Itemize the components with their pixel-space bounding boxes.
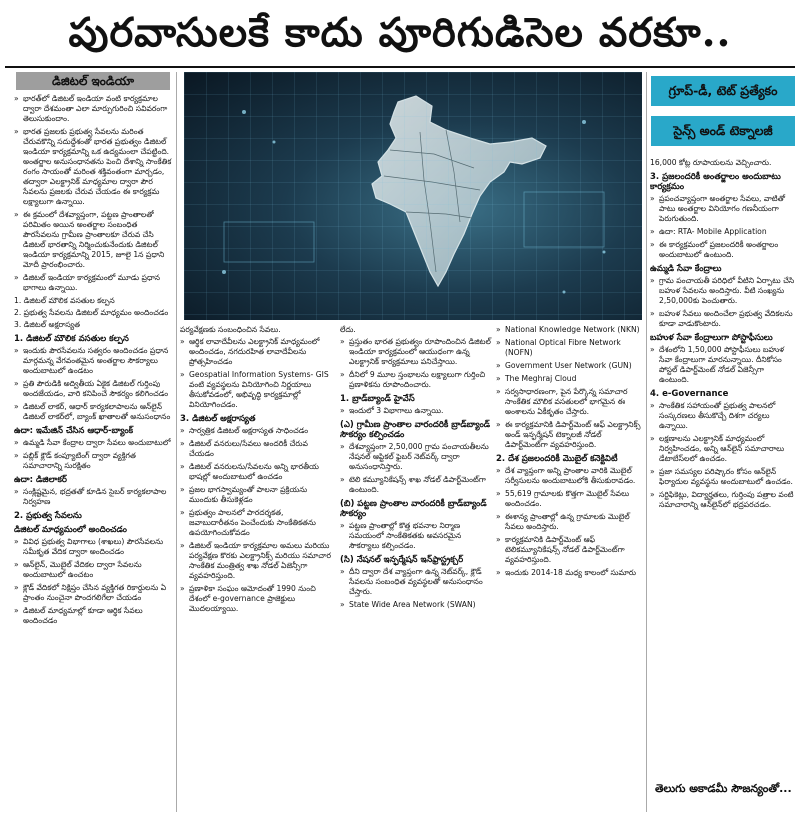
- subheading: ఉమ్మడి సేవా కేంద్రాలు: [650, 264, 722, 274]
- subheading: ఉదా: డిజిలాకర్: [14, 475, 67, 485]
- paragraph: » సార్వత్రిక డిజిటల్ అక్షరాస్యత సాధించడం: [180, 426, 335, 436]
- paragraph: » భారత ప్రజలకు ప్రభుత్వ సేవలను మరింత చేరువకొన్ని సదుద్దేశంతో భారత ప్రభుత్వం డిజిటల్ ఇండియా కార్యక్రమాన్ని ఒక ఉద్యమంలా చేపట్టింది. అంతర్జాల అనుసంధానతను పెంచి దేశాన్ని సాంకేతిక రంగం సాయంతో మరింత శక్తివంతంగా మార్చడం, తద్వారా ఎలక్ట్రానిక్ మాధ్యమాల ద్వారా పౌర సేవలను ప్రజలకు చేరువ చేయడం ఈ కార్యక్రమ లక్ష్యాలుగా ఉన్నాయి.: [14, 127, 172, 207]
- paragraph: » ప్రపంచవ్యాప్తంగా అంతర్జాల సేవలు, వాటితో పాటు అంతర్జాల వినియోగం గణనీయంగా పెరుగుతుంది.: [650, 194, 795, 224]
- paragraph: » National Optical Fibre Network (NOFN): [496, 338, 644, 358]
- subheading: 3. డిజిటల్ అక్షరాస్యత: [180, 414, 256, 424]
- paragraph: » ఆర్థిక లావాదేవీలను ఎలక్ట్రానిక్ మాధ్యమంలో అందించడం, నగదురహిత లావాదేవీలను ప్రోత్సహించడం: [180, 337, 335, 367]
- paragraph: » The Meghraj Cloud: [496, 374, 644, 384]
- paragraph: » ఉమ్మడి సేవా కేంద్రాల ద్వారా సేవలు అందుబాటులో: [14, 438, 172, 448]
- paragraph: » State Wide Area Network (SWAN): [340, 600, 492, 610]
- column-divider: [176, 72, 177, 812]
- paragraph: » ఉదా: RTA- Mobile Application: [650, 227, 795, 237]
- subheading: 3. ప్రజలందరికీ అంతర్జాలం అందుబాటు కార్యక్రమం: [650, 172, 781, 192]
- paragraph: » ఈ కార్యక్రమానికి డిపార్ట్‌మెంట్ ఆఫ్ ఎలక్ట్రానిక్స్ అండ్ ఇన్ఫర్మేషన్ టెక్నాలజీ నోడల్ డిపార్ట్‌మెంట్‌గా వ్యవహరిస్తుంది.: [496, 420, 644, 450]
- subheading: బహుళ సేవా కేంద్రాలుగా పోస్టాఫీసులు: [650, 333, 773, 343]
- column-3: [340, 325, 492, 812]
- paragraph: » ఆన్‌లైన్, మొబైల్ వేదికల ద్వారా సేవలను అందుబాటులో ఉంచటం: [14, 560, 172, 580]
- paragraph: » సాంకేతిక సహాయంతో ప్రభుత్వ పాలనలో సంస్కరణలు తీసుకొచ్చే దిశగా చర్యలు ఉన్నాయి.: [650, 401, 795, 431]
- paragraph: » వివిధ ప్రభుత్వ విభాగాలు (శాఖలు) పౌరసేవలను సమీకృత వేదిక ద్వారా అందించడం: [14, 537, 172, 557]
- column-1-body: [14, 94, 172, 626]
- paragraph: » ఇందులో 3 విభాగాలు ఉన్నాయి.: [340, 406, 492, 416]
- column-4: [496, 325, 644, 812]
- image-grid-overlay: [184, 72, 642, 320]
- paragraph: 1. డిజిటల్ మౌలిక వసతుల కల్పన: [14, 296, 115, 305]
- subheading: (బి) పట్టణ ప్రాంతాల వారందరికీ బ్రాడ్‌బ్యాండ్ సౌకర్యం: [340, 499, 487, 519]
- india-map-image: [184, 72, 642, 320]
- paragraph: » దేశ వ్యాప్తంగా అన్ని ప్రాంతాల వారికి మొబైల్ సర్వీసులను అందుబాటులోకి తీసుకురావడం.: [496, 466, 644, 486]
- paragraph: » దీని ద్వారా దేశ వ్యాప్తంగా ఉన్న నెట్‌వర్క్, క్లౌడ్ సేవలను సంబంధిత వ్యవస్థలతో అనుసంధానం చేస్తారు.: [340, 567, 492, 597]
- paragraph: » ఈ కార్యక్రమంలో ప్రజలందరికీ అంతర్జాలం అందుబాటులో ఉంటుంది.: [650, 240, 795, 260]
- subheading: 2. ప్రభుత్వ సేవలను: [14, 511, 82, 521]
- subheading: (సి) నేషనల్ ఇన్ఫర్మేషన్ ఇన్‌ఫ్రాస్ట్రక్చర్: [340, 555, 464, 565]
- paragraph: » Geospatial Information Systems- GIS వంటి వ్యవస్థలను వినియోగించి నిర్ణయాలు తీసుకోవడంలో, అభివృద్ధి కార్యక్రమాల్లో వినియోగించడం.: [180, 370, 335, 410]
- paragraph: » ఈ క్రమంలో దేశవ్యాప్తంగా, పట్టణ ప్రాంతాలతో పరిమితం అయిన అంతర్జాల సంబంధిత పౌరసేవలను గ్రామీణ ప్రాంతాలకూ చేరువ చేసి డిజిటల్ భారతాన్ని నిర్మించుకునేందుకు డిజిటల్ ఇండియా కార్యక్రమాన్ని 2015, జూలై 1న ప్రధాని మోదీ ప్రారంభించారు.: [14, 210, 172, 270]
- subheading: ఉదా: ఇమేజిన్ చేసిన ఆధార్-బ్యాంక్: [14, 426, 134, 436]
- paragraph: » ప్రస్తుతం భారత ప్రభుత్వం రూపొందించిన డిజిటల్ ఇండియా కార్యక్రమంలో ఆయుధంగా ఉన్న ఎలక్ట్రానిక్ కార్యక్రమాలు పనిచేస్తాయి.: [340, 337, 492, 367]
- paragraph: » డిజిటల్ వనరులను/సేవలను అన్ని భారతీయ భాషల్లో అందుబాటులో ఉంచడం: [180, 462, 335, 482]
- subheading: 4. e-Governance: [650, 389, 729, 399]
- paragraph: 16,000 కోట్ల రూపాయలను వెచ్చించారు.: [650, 158, 772, 167]
- paragraph: » బహుళ సేవలు అందించేలా ప్రభుత్వ వేదికలను కూడా వాడుకొంటారు.: [650, 309, 795, 329]
- paragraph: » డిజిటల్ వనరులు/సేవలు అందరికీ చేరువ చేయడం: [180, 439, 335, 459]
- column-divider: [646, 72, 647, 812]
- paragraph: » డిజిటల్ ఇండియా కార్యక్రమాల అమలు మరియు పర్యవేక్షణ కొరకు ఎలక్ట్రానిక్స్ మరియు సమాచార సాంకేతిక మంత్రిత్వ శాఖ నోడల్ ఏజెన్సీగా వ్యవహరిస్తుంది.: [180, 541, 335, 581]
- paragraph: 3. డిజిటల్ అక్షరాస్యత: [14, 320, 81, 329]
- paragraph: » సంక్లిష్టమైన, భద్రతతో కూడిన సైబర్ కార్యకలాపాల నిర్వహణ: [14, 487, 172, 507]
- paragraph: లేదు.: [340, 325, 356, 334]
- left-box-title: డిజిటల్ ఇండియా: [16, 72, 170, 90]
- headline: పురవాసులకే కాదు పూరిగుడిసెల వరకూ..: [68, 9, 732, 56]
- paragraph: పర్యవేక్షణకు సంబంధించిన సేవలు.: [180, 325, 281, 334]
- paragraph: » గ్రామ పంచాయతీ పరిధిలో వీటిని ఏర్పాటు చేసి బహుళ సేవలను అందిస్తారు. వీటి సంఖ్యను 2,50,000కు పెంచుతారు.: [650, 276, 795, 306]
- exam-tag: గ్రూప్-డీ, టెట్ ప్రత్యేకం: [651, 76, 795, 106]
- paragraph: » దేశవ్యాప్తంగా 2,50,000 గ్రామ పంచాయతీలను నేషనల్ ఆప్టికల్ ఫైబర్ నెట్‌వర్క్ ద్వారా అనుసంధానిస్తారు.: [340, 442, 492, 472]
- headline-rule: [5, 66, 795, 68]
- paragraph: » ప్రభుత్వం పాలనలో పారదర్శకత, జవాబుదారీతనం పెంచేందుకు సాంకేతికతను ఉపయోగించుకోవడం: [180, 508, 335, 538]
- paragraph: » ప్రజల భాగస్వామ్యంతో పాలనా ప్రక్రియను ముందుకు తీసుకెళ్లడం: [180, 485, 335, 505]
- subheading: 1. డిజిటల్ మౌలిక వసతుల కల్పన: [14, 334, 129, 344]
- paragraph: » ఇందుకు 2014-18 మధ్య కాలంలో సుమారు: [496, 568, 644, 578]
- subject-tag: సైన్స్ అండ్ టెక్నాలజీ: [651, 116, 795, 146]
- subheading: డిజిటల్ మాధ్యమంలో అందించడం: [14, 525, 127, 535]
- paragraph: » ఇందుకు పౌరసేవలను సత్వరం అందించడం ప్రధాన మార్గమన్న వేగవంతమైన అంతర్జాల సౌకర్యాలు అందుబాటులో ఉండటం: [14, 346, 172, 376]
- paragraph: » లక్షణాలను ఎలక్ట్రానిక్ మాధ్యమంలో నిర్వహించడం, అన్ని ఆన్‌లైన్ సమాచారాలు డేటాబేస్‌లలో ఉంచడం.: [650, 434, 795, 464]
- paragraph: » National Knowledge Network (NKN): [496, 325, 644, 335]
- credit-footer: తెలుగు అకాడమీ సౌజన్యంతో...: [655, 782, 792, 795]
- column-2: [180, 325, 335, 812]
- paragraph: » డిజిటల్ ఇండియా కార్యక్రమంలో మూడు ప్రధాన భాగాలు ఉన్నాయి.: [14, 273, 172, 293]
- paragraph: » టెలి కమ్యూనికేషన్స్ శాఖ నోడల్ డిపార్ట్‌మెంట్‌గా ఉంటుంది.: [340, 475, 492, 495]
- paragraph: » కార్యక్రమానికి డిపార్ట్‌మెంట్ ఆఫ్ టెలికమ్యూనికేషన్స్ నోడల్ డిపార్ట్‌మెంట్‌గా వ్యవహరిస్తుంది.: [496, 535, 644, 565]
- paragraph: » ప్రణాళికా సంఘం ఆమోదంతో 1990 నుంచి దేశంలో e-governance ప్రాజెక్టులు మొదలయ్యాయి.: [180, 584, 335, 614]
- paragraph: » క్లౌడ్ వేదికలో నిక్షిప్తం చేసిన వ్యక్తిగత రికార్డులను ఏ ప్రాంతం నుంచైనా పొందగలిగేలా చేయడం: [14, 583, 172, 603]
- subheading: 2. దేశ ప్రజలందరికీ మొబైల్ కనెక్టివిటీ: [496, 454, 618, 464]
- paragraph: » 55,619 గ్రామాలకు కొత్తగా మొబైల్ సేవలు అందించడం.: [496, 489, 644, 509]
- paragraph: 2. ప్రభుత్వ సేవలను డిజిటల్ మాధ్యమం అందించడం: [14, 308, 169, 317]
- paragraph: » భారత్‌లో డిజిటల్ ఇండియా వంటి కార్యక్రమాల ద్వారా దేశమంతా ఎలా మార్పుగురించి సవివరంగా తెలుసుకుందాం.: [14, 94, 172, 124]
- paragraph: » డిజిటల్ మాధ్యమాల్లో కూడా ఆర్థిక సేవలు అందించడం: [14, 606, 172, 626]
- column-1: [14, 72, 172, 812]
- paragraph: » దేశంలోని 1,50,000 పోస్టాఫీసులు బహుళ సేవా కేంద్రాలుగా మారనున్నాయి. దీనికోసం పోస్టల్ డిపార్ట్‌మెంట్ నోడల్ ఏజెన్సీగా ఉంటుంది.: [650, 345, 795, 385]
- paragraph: » ఈశాన్య ప్రాంతాల్లో ఉన్న గ్రామాలకు మొబైల్ సేవలు అందిస్తారు.: [496, 512, 644, 532]
- paragraph: » డిజిటల్ లాకర్, ఆధార్ కార్యకలాపాలను ఆన్‌లైన్ డిజిటల్ లాకర్‌లో, బ్యాంక్ ఖాతాలతో అనుసంధానం: [14, 402, 172, 422]
- paragraph: » Government User Network (GUN): [496, 361, 644, 371]
- subheading: 1. బ్రాడ్‌బ్యాండ్ హైవేస్: [340, 394, 415, 404]
- column-5: [650, 158, 795, 733]
- subheading: (ఎ) గ్రామీణ ప్రాంతాల వారందరికీ బ్రాడ్‌బ్యాండ్ సౌకర్యం కల్పించడం: [340, 420, 491, 440]
- paragraph: » పట్టణ ప్రాంతాల్లో కొత్త భవనాల నిర్మాణ సమయంలో సాంకేతికతకు అవసరమైన సౌకర్యాలు కల్పించడం.: [340, 521, 492, 551]
- paragraph: » దీనిలో 9 మూల స్తంభాలను లక్ష్యాలుగా గుర్తించి ప్రణాళికను రూపొందించారు.: [340, 370, 492, 390]
- paragraph: » సర్వసాధారణంగా, పైన పేర్కొన్న సమాచార సాంకేతిక మౌలిక వసతులలో భాగమైన ఈ అంశాలను ఏకీకృతం చేస్తారు.: [496, 387, 644, 417]
- paragraph: » పబ్లిక్ క్లౌడ్ కంప్యూటింగ్ ద్వారా వ్యక్తిగత సమాచారాన్ని సురక్షితం: [14, 451, 172, 471]
- paragraph: » ప్రతి పౌరుడికి అద్వితీయ ఏకైక డిజిటల్ గుర్తింపు అందజేయడం, వారి కనిపించే సౌకర్యం కలిగించడం: [14, 379, 172, 399]
- paragraph: » సర్టిఫికెట్లు, విద్యార్హతలు, గుర్తింపు పత్రాల వంటి సమాచారాన్ని ఆన్‌లైన్‌లో భద్రపరచడం.: [650, 490, 795, 510]
- paragraph: » ప్రజా సమస్యల పరిష్కారం కోసం ఆన్‌లైన్ ఫిర్యాదుల వ్యవస్థను అందుబాటులో ఉంచడం.: [650, 467, 795, 487]
